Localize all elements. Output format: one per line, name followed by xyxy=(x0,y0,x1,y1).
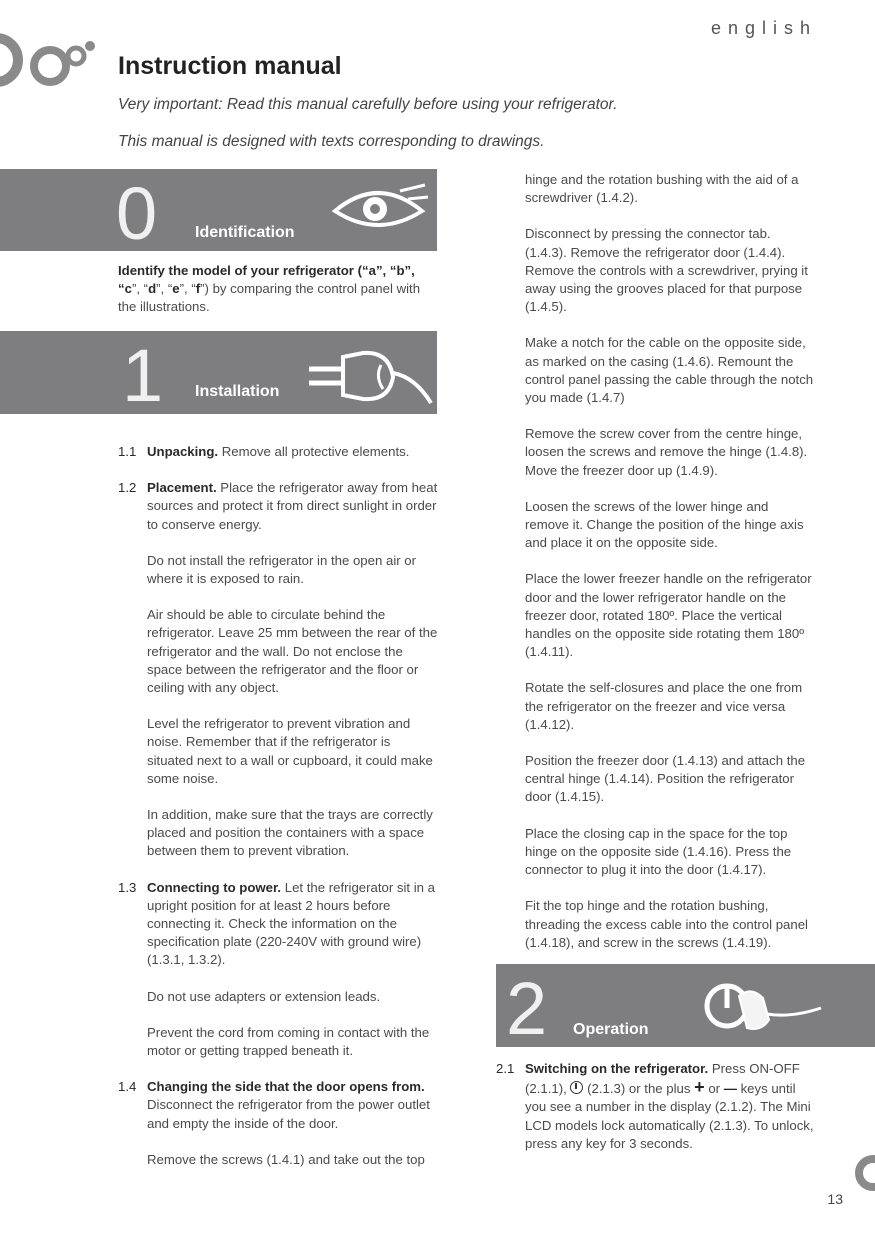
eye-icon xyxy=(330,181,430,237)
door-step: hinge and the rotation bushing with the aid of a screwdriver (1.4.2). xyxy=(525,172,799,206)
power-plug-icon xyxy=(305,343,435,405)
operation-text xyxy=(496,1060,818,1153)
section-number: 2 xyxy=(506,967,548,1050)
door-step: Rotate the self-closures and place the one from the refrigerator on the freezer and vice versa (1.4.12). xyxy=(525,680,803,732)
intro-important: Very important: Read this manual carefully before using your refrigerator. xyxy=(118,96,618,113)
identify-paragraph: Identify the model of your refrigerator (“a”, “b”, “c”, “d”, “e”, “f”) by comparing the control panel with the illustrations. xyxy=(118,263,421,315)
section-label: Operation xyxy=(573,1021,649,1038)
brand-circle-graphic xyxy=(843,1153,875,1193)
section-label: Installation xyxy=(195,383,280,400)
right-column-text xyxy=(525,171,815,952)
page-title: Instruction manual xyxy=(118,52,342,80)
finger-press-icon xyxy=(701,974,826,1036)
intro-drawings: This manual is designed with texts corresponding to drawings. xyxy=(118,133,545,150)
power-icon xyxy=(570,1081,583,1094)
section-number: 0 xyxy=(116,172,158,255)
section-operation-band xyxy=(496,964,875,1050)
door-step: Loosen the screws of the lower hinge and remove it. Change the position of the hinge axis and place it on the opposite side. xyxy=(525,498,804,551)
plus-icon: + xyxy=(694,1077,705,1098)
door-step: Position the freezer door (1.4.13) and attach the central hinge (1.4.14). Position the refrigerator door (1.4.15). xyxy=(525,753,806,805)
brand-circles-graphic xyxy=(0,20,100,100)
language-label: english xyxy=(710,18,817,38)
minus-icon: — xyxy=(723,1081,737,1097)
door-step: Make a notch for the cable on the opposite side, as marked on the casing (1.4.6). Remount the control panel passing the cable through the notch you made (1.4.7) xyxy=(525,335,814,406)
item-1-1: 1.1 Unpacking. Remove all protective elements. xyxy=(118,444,410,459)
door-step: Fit the top hinge and the rotation bushing, threading the excess cable into the control panel (1.4.18), and screw in the screws (1.4.19). xyxy=(525,898,808,950)
door-step: Place the lower freezer handle on the refrigerator door and the lower refrigerator handle on the freezer door, rotated 180º. Place the vertical handles on the opposite side rotating them 180º (1.4.11). xyxy=(525,571,812,660)
on-off-key-label: ON-OFF xyxy=(749,1061,800,1076)
page-number: 13 xyxy=(827,1191,843,1207)
door-step: Remove the screw cover from the centre hinge, loosen the screws and remove the hinge (1.4.8). Move the freezer door up (1.4.9). xyxy=(525,426,808,478)
installation-text xyxy=(118,443,440,1169)
item-1-2: 1.2 Placement. Place the refrigerator away from heat sources and protect it from direct sunlight in order to conserve energy. Do not install the refrigerator in the open air or where it is exposed to rain. Air should be able to circulate behind the refrigerator. Leave 25 mm between the rear of the refrigerator and the wall. Do not enclose the space between the refrigerator and the floor or ceiling with any object. Level the refrigerator to prevent vibration and noise. Remember that if the refrigerator is situated next to a wall or cupboard, it could make some noise. In addition, make sure that the trays are correctly placed and position the containers with a space between them to prevent vibration. xyxy=(118,480,438,859)
door-step: Place the closing cap in the space for the top hinge on the opposite side (1.4.16). Press the connector to plug it into the door (1.4.17). xyxy=(525,825,792,878)
item-2-1: 2.1 Switching on the refrigerator. Press ON-OFF (2.1.1), (2.1.3) or the plus + or — keys until you see a number in the display (2.1.2). The Mini LCD models lock automatically (2.1.3). To unlock, press any key for 3 seconds. xyxy=(496,1061,814,1151)
section-label: Identification xyxy=(195,224,295,241)
section-identification-band xyxy=(0,169,437,255)
section-number: 1 xyxy=(122,334,164,417)
item-1-4: 1.4 Changing the side that the door opens from. Disconnect the refrigerator from the power outlet and empty the inside of the door. Remove the screws (1.4.1) and take out the top xyxy=(118,1079,430,1167)
section-installation-band xyxy=(0,331,437,417)
item-1-3: 1.3 Connecting to power. Let the refrigerator sit in a upright position for at least 2 hours before connecting it. Check the information on the specification plate (220-240V with ground wire) (1.3.1, 1.3.2). Do not use adapters or extension leads. Prevent the cord from coming in contact with the motor or getting trapped beneath it. xyxy=(118,879,436,1059)
door-step: Disconnect by pressing the connector tab. (1.4.3). Remove the refrigerator door (1.4.4). Remove the controls with a screwdriver, prying it away using the grooves placed for that purpose (1.4.5). xyxy=(525,226,808,315)
